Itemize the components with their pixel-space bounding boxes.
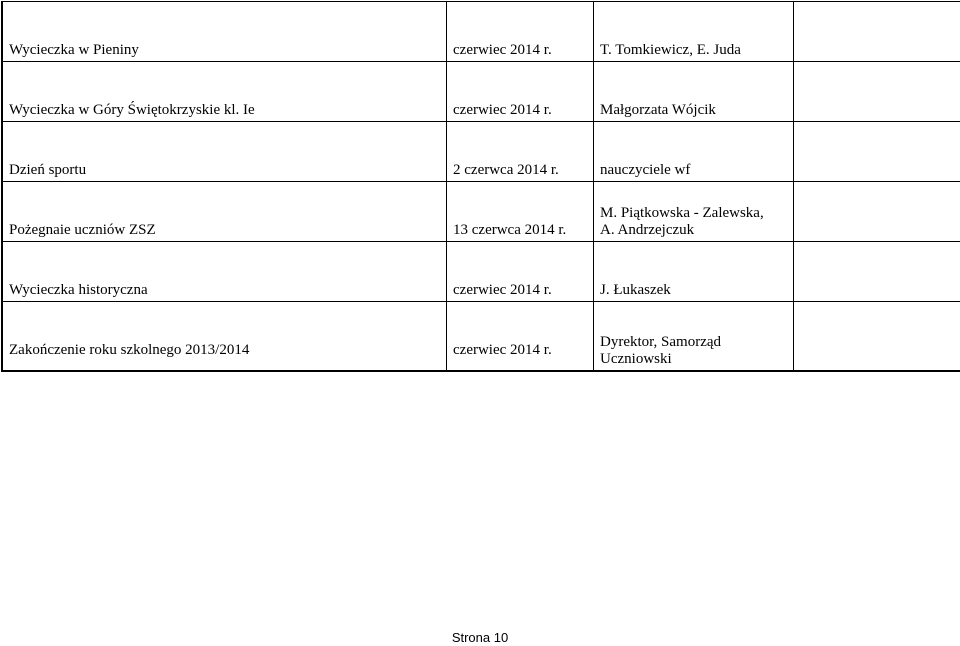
responsible-cell bbox=[594, 62, 794, 122]
event-date: czerwiec 2014 r. bbox=[453, 282, 552, 298]
responsible-cell bbox=[594, 2, 794, 62]
date-cell bbox=[447, 62, 594, 122]
event-name: Pożegnaie uczniów ZSZ bbox=[9, 222, 156, 238]
event-name: Wycieczka w Góry Świętokrzyskie kl. Ie bbox=[9, 102, 255, 118]
event-cell bbox=[2, 182, 447, 242]
table-row bbox=[2, 2, 960, 62]
table-row bbox=[2, 182, 960, 242]
event-date: czerwiec 2014 r. bbox=[453, 42, 552, 58]
date-cell bbox=[447, 2, 594, 62]
responsible-person: nauczyciele wf bbox=[600, 162, 691, 178]
notes-cell bbox=[794, 182, 960, 242]
event-name: Zakończenie roku szkolnego 2013/2014 bbox=[9, 342, 250, 358]
notes-cell bbox=[794, 242, 960, 302]
notes-cell bbox=[794, 122, 960, 182]
responsible-cell bbox=[594, 182, 794, 242]
date-cell bbox=[447, 302, 594, 372]
notes-cell bbox=[794, 62, 960, 122]
table-row bbox=[2, 242, 960, 302]
event-cell bbox=[2, 2, 447, 62]
responsible-person-line-1: Dyrektor, Samorząd bbox=[600, 334, 722, 350]
responsible-person-line-2: Uczniowski bbox=[600, 351, 672, 367]
notes-cell bbox=[794, 302, 960, 372]
responsible-person: T. Tomkiewicz, E. Juda bbox=[600, 42, 741, 58]
event-date: 2 czerwca 2014 r. bbox=[453, 162, 559, 178]
responsible-person: Małgorzata Wójcik bbox=[600, 102, 716, 118]
event-name: Wycieczka w Pieniny bbox=[9, 42, 139, 58]
table-row bbox=[2, 302, 960, 372]
event-date: czerwiec 2014 r. bbox=[453, 102, 552, 118]
event-cell bbox=[2, 302, 447, 372]
responsible-cell bbox=[594, 122, 794, 182]
responsible-person: J. Łukaszek bbox=[600, 282, 671, 298]
responsible-person-line-2: A. Andrzejczuk bbox=[600, 222, 695, 238]
responsible-cell bbox=[594, 302, 794, 372]
event-cell bbox=[2, 62, 447, 122]
event-cell bbox=[2, 122, 447, 182]
page-number: Strona 10 bbox=[451, 630, 509, 645]
date-cell bbox=[447, 122, 594, 182]
event-date: 13 czerwca 2014 r. bbox=[453, 222, 567, 238]
events-table bbox=[1, 1, 960, 372]
table-row bbox=[2, 62, 960, 122]
event-name: Wycieczka historyczna bbox=[9, 282, 148, 298]
notes-cell bbox=[794, 2, 960, 62]
responsible-person-line-1: M. Piątkowska - Zalewska, bbox=[600, 205, 764, 221]
responsible-cell bbox=[594, 242, 794, 302]
date-cell bbox=[447, 182, 594, 242]
event-name: Dzień sportu bbox=[9, 162, 87, 178]
event-cell bbox=[2, 242, 447, 302]
table-row bbox=[2, 122, 960, 182]
date-cell bbox=[447, 242, 594, 302]
event-date: czerwiec 2014 r. bbox=[453, 342, 552, 358]
